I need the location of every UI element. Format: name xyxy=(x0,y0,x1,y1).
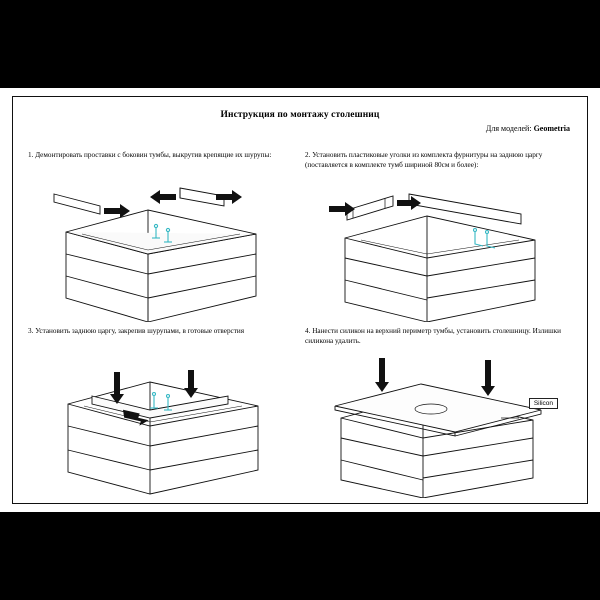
step-1-illustration xyxy=(28,176,293,322)
model-name: Geometria xyxy=(533,124,570,133)
step-2-text: 2. Установить пластиковые уголки из комплекта фурнитуры на заднюю царгу (поставляется в комплекте тумб шириной 80см и более): xyxy=(305,151,543,170)
step-4-cell xyxy=(305,326,570,498)
step-3-illustration xyxy=(28,352,293,498)
model-line xyxy=(486,124,570,133)
step-4-illustration xyxy=(305,352,570,498)
step-2-cell xyxy=(305,150,570,322)
instruction-sheet xyxy=(0,88,600,512)
model-prefix: Для моделей: xyxy=(485,124,532,133)
step-3-cell xyxy=(28,326,293,498)
step-3-text: 3. Установить заднюю царгу, закрепив шурупами, в готовые отверстия xyxy=(28,327,245,335)
step-4-text: 4. Нанести силикон на верхний периметр тумбы, установить столешницу. Излишки силикона удалить. xyxy=(305,327,561,346)
silicon-callout-label: Silicon xyxy=(529,398,558,409)
step-1-cell xyxy=(28,150,293,322)
page-title: Инструкция по монтажу столешниц xyxy=(220,110,380,120)
step-2-illustration xyxy=(305,176,570,322)
step-1-text: 1. Демонтировать проставки с боковин тумбы, выкрутив крепящие их шурупы: xyxy=(28,151,272,159)
